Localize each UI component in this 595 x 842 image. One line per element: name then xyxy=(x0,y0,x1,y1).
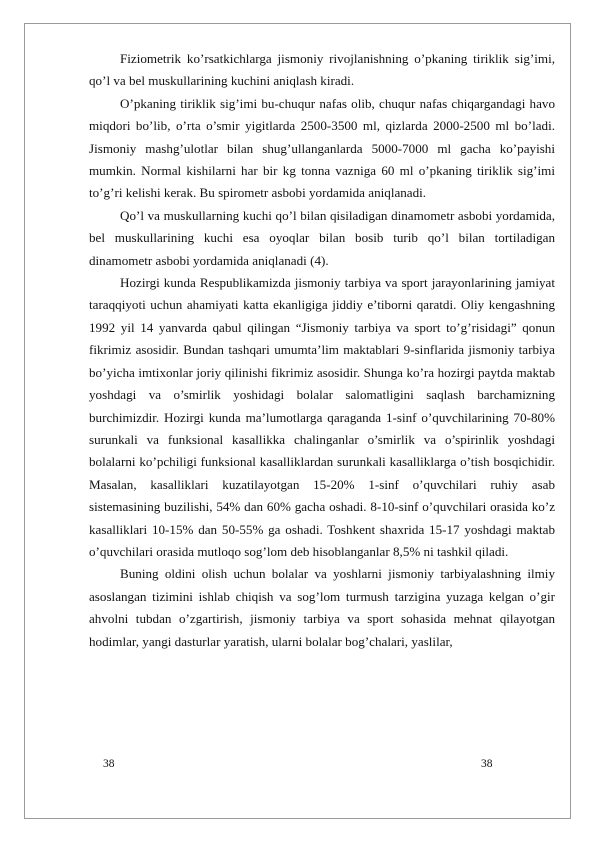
paragraph-physical-education: Hozirgi kunda Respublikamizda jismoniy tarbiya va sport jarayonlarining jamiyat taraqqiyoti uchun ahamiyati katta ekanligiga jiddiy e’tiborni qaratdi. Oliy kengashning 1992 yil 14 yanvarda qabul qilingan “Jismoniy tarbiya va sport to’g’risidagi” qonun fikrimiz asosidir. Bundan tashqari umumta’lim maktablari 9-sinflarida jismoniy tarbiya bo’yicha imtixonlar joriy qilinishi fikrimiz asosidir. Shunga ko’ra hozirgi paytda maktab yoshdagi va o’smirlik yoshidagi bolalar salomatligini saqlash barchamizning burchimizdir. Hozirgi kunda ma’lumotlarga qaraganda 1-sinf o’quvchilarining 70-80% surunkali va funksional kasallikka chalinganlar o’smirlik va o’spirinlik yoshdagi bolalarni ko’pchiligi funksional kasalliklardan surunkali kasalliklarga o’tish bosqichidir. Masalan, kasalliklari kuzatilayotgan 15-20% 1-sinf o’quvchilari ruhiy asab sistemasining buzilishi, 54% dan 60% gacha oshadi. 8-10-sinf o’quvchilari orasida ko’z kasalliklari 10-15% dan 50-55% ga oshadi. Toshkent shaxrida 15-17 yoshdagi maktab o’quvchilari orasida mutloqo sog’lom deb hisoblanganlar 8,5% ni tashkil qiladi. xyxy=(89,275,555,559)
page-number-left: 38 xyxy=(103,758,115,770)
paragraph-physiometric: Fiziometrik ko’rsatkichlarga jismoniy rivojlanishning o’pkaning tiriklik sig’imi, qo’l va bel muskullarining kuchini aniqlash kiradi. xyxy=(89,51,555,89)
paragraph-prevention: Buning oldini olish uchun bolalar va yoshlarni jismoniy tarbiyalashning ilmiy asoslangan tizimini ishlab chiqish va sog’lom turmush tarzigina yuzaga kelgan o’gir ahvolni tubdan o’zgartirish, jismoniy tarbiya va sport sohasida mehnat qilayotgan hodimlar, yangi dasturlar yaratish, ularni bolalar bog’chalari, yaslilar, xyxy=(89,566,555,649)
paragraph-lung-capacity: O’pkaning tiriklik sig’imi bu-chuqur nafas olib, chuqur nafas chiqargandagi havo miqdori bo’lib, o’rta o’smir yigitlarda 2500-3500 ml, qizlarda 2000-2500 ml bo’ladi. Jismoniy mashg’ulotlar bilan shug’ullanganlarda 5000-7000 ml gacha ko’payishi mumkin. Normal kishilarni har bir kg tonna vazniga 60 ml o’pkaning tiriklik sig’imi to’g’ri kelishi kerak. Bu spirometr asbobi yordamida aniqlanadi. xyxy=(89,95,555,201)
page-number-right: 38 xyxy=(481,758,493,770)
paragraph-muscle-strength: Qo’l va muskullarning kuchi qo’l bilan qisiladigan dinamometr asbobi yordamida, bel muskullarining kuchi esa oyoqlar bilan bosib turib qo’l bilan tortiladigan dinamometr asbobi yordamida aniqlanadi (4). xyxy=(89,207,555,268)
document-body xyxy=(89,48,555,653)
